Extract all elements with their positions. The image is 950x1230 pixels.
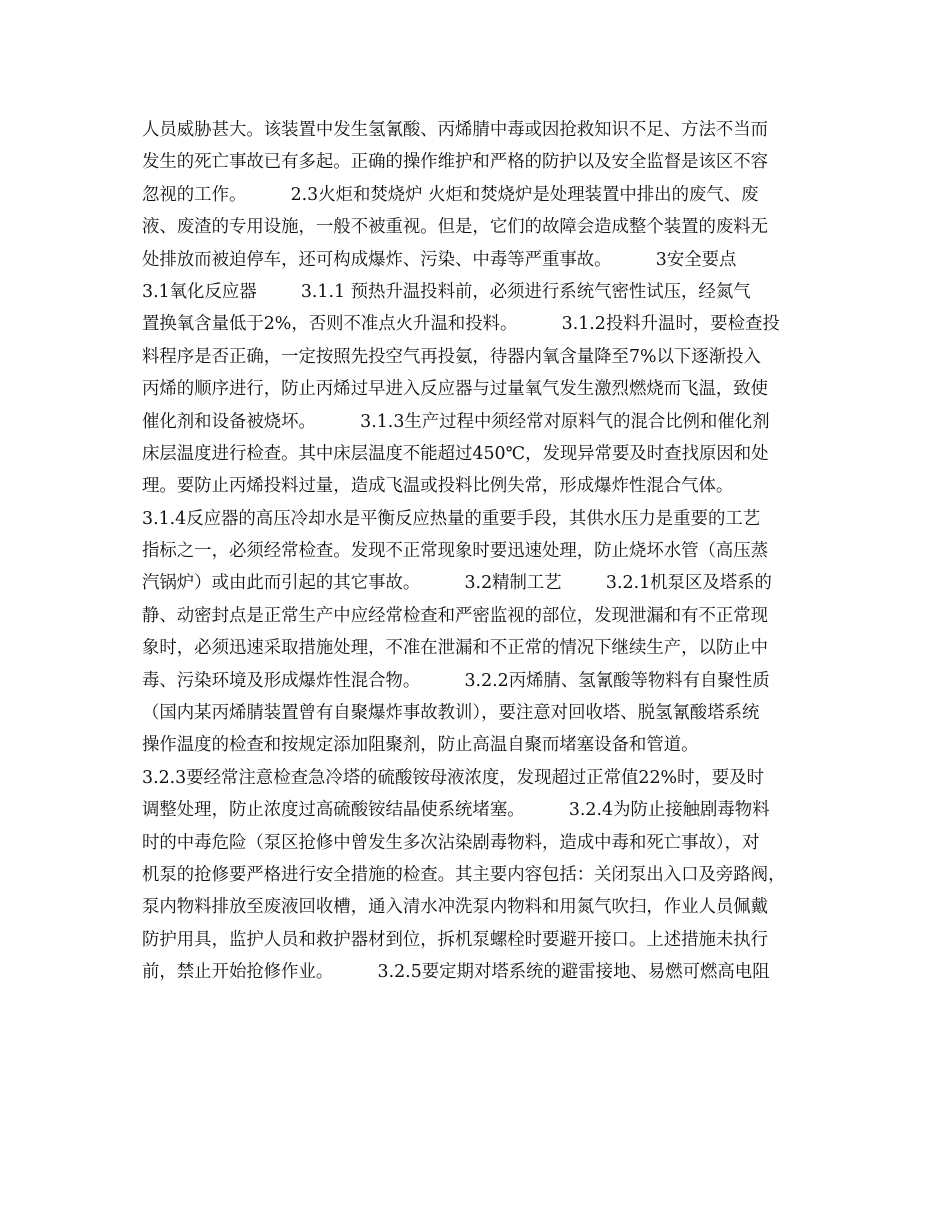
text-line: 指标之一，必须经常检查。发现不正常现象时要迅速处理，防止烧坏水管（高压蒸 xyxy=(142,541,769,562)
text-line: 丙烯的顺序进行，防止丙烯过早进入反应器与过量氧气发生激烈燃烧而飞温，致使 xyxy=(142,379,769,400)
text-line: 防护用具，监护人员和救护器材到位，拆机泵螺栓时要避开接口。上述措施未执行 xyxy=(142,929,769,950)
text-line: 处排放而被迫停车，还可构成爆炸、污染、中毒等严重事故。 3安全要点 xyxy=(142,249,737,270)
text-line: 毒、污染环境及形成爆炸性混合物。 3.2.2丙烯腈、氢氰酸等物料有自聚性质 xyxy=(142,670,770,691)
text-line: 前，禁止开始抢修作业。 3.2.5要定期对塔系统的避雷接地、易燃可燃高电阻 xyxy=(142,962,770,983)
text-line: 3.2.3要经常注意检查急冷塔的硫酸铵母液浓度，发现超过正常值22%时，要及时 xyxy=(142,767,765,788)
text-line: 泵内物料排放至废液回收槽，通入清水冲洗泵内物料和用氮气吹扫，作业人员佩戴 xyxy=(142,897,769,918)
text-line: 汽锅炉）或由此而引起的其它事故。 3.2精制工艺 3.2.1机泵区及塔系的 xyxy=(142,573,772,594)
text-line: 操作温度的检查和按规定添加阻聚剂，防止高温自聚而堵塞设备和管道。 xyxy=(142,735,699,756)
text-line: 置换氧含量低于2%，否则不准点火升温和投料。 3.1.2投料升温时，要检查投 xyxy=(142,314,780,335)
text-line: （国内某丙烯腈装置曾有自聚爆炸事故教训），要注意对回收塔、脱氢氰酸塔系统 xyxy=(142,703,760,724)
text-line: 机泵的抢修要严格进行安全措施的检查。其主要内容包括：关闭泵出入口及旁路阀， xyxy=(142,864,786,885)
text-line: 料程序是否正确，一定按照先投空气再投氨，待器内氧含量降至7%以下逐渐投入 xyxy=(142,346,761,367)
text-line: 忽视的工作。 2.3火炬和焚烧炉 火炬和焚烧炉是处理装置中排出的废气、废 xyxy=(142,184,759,205)
text-line: 静、动密封点是正常生产中应经常检查和严密监视的部位，发现泄漏和有不正常现 xyxy=(142,605,769,626)
text-line: 象时，必须迅速采取措施处理，不准在泄漏和不正常的情况下继续生产，以防止中 xyxy=(142,638,769,659)
text-line: 理。要防止丙烯投料过量，造成飞温或投料比例失常，形成爆炸性混合气体。 xyxy=(142,476,734,497)
text-line: 人员威胁甚大。该装置中发生氢氰酸、丙烯腈中毒或因抢救知识不足、方法不当而 xyxy=(142,120,769,140)
text-line: 液、废渣的专用设施，一般不被重视。但是，它们的故障会造成整个装置的废料无 xyxy=(142,217,769,238)
text-line: 调整处理，防止浓度过高硫酸铵结晶使系统堵塞。 3.2.4为防止接触剧毒物料 xyxy=(142,800,770,821)
text-line: 催化剂和设备被烧坏。 3.1.3生产过程中须经常对原料气的混合比例和催化剂 xyxy=(142,411,770,432)
text-line: 3.1氧化反应器 3.1.1 预热升温投料前，必须进行系统气密性试压，经氮气 xyxy=(142,281,751,302)
body-text xyxy=(142,114,822,989)
text-line: 发生的死亡事故已有多起。正确的操作维护和严格的防护以及安全监督是该区不容 xyxy=(142,152,769,173)
text-line: 3.1.4反应器的高压冷却水是平衡反应热量的重要手段，其供水压力是重要的工艺 xyxy=(142,508,761,529)
text-line: 床层温度进行检查。其中床层温度不能超过450℃，发现异常要及时查找原因和处 xyxy=(142,443,769,464)
text-line: 时的中毒危险（泵区抢修中曾发生多次沾染剧毒物料，造成中毒和死亡事故），对 xyxy=(142,832,760,853)
